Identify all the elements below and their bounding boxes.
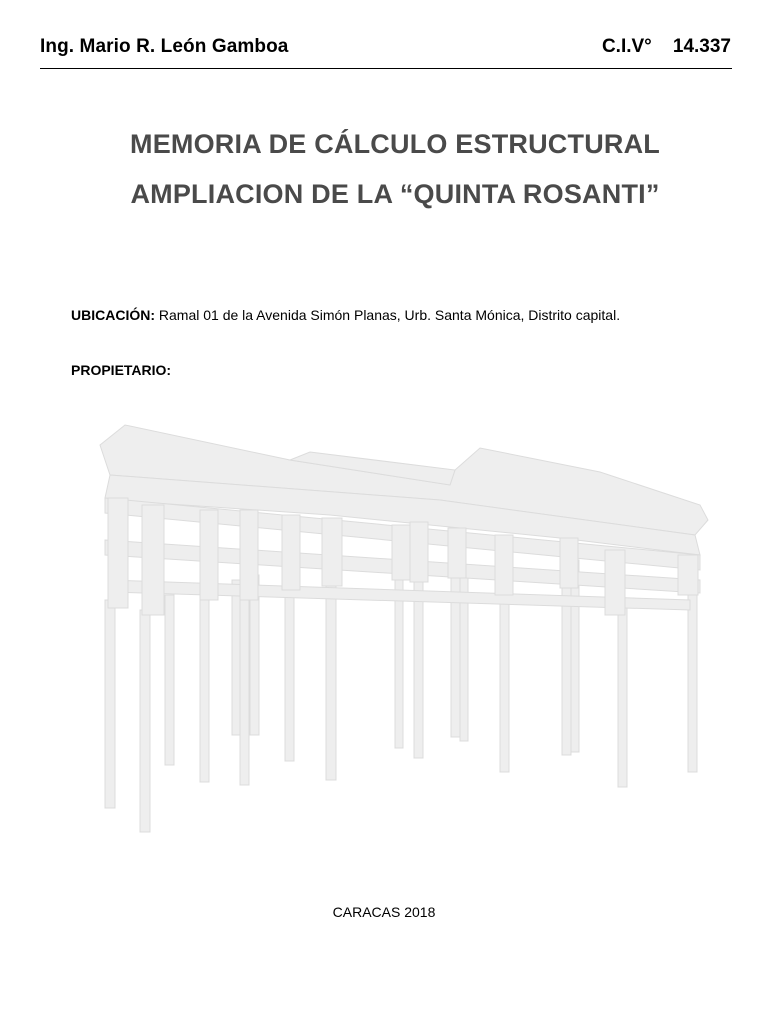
location-label: UBICACIÓN: [71, 307, 155, 323]
structure-3d-illustration [0, 410, 768, 840]
engineer-registration: C.I.V° 14.337 [601, 36, 731, 57]
location-field [71, 307, 620, 323]
owner-label: PROPIETARIO: [71, 362, 172, 378]
engineer-name: Ing. Mario R. León Gamboa [40, 36, 289, 57]
owner-field [71, 362, 171, 378]
header-divider [40, 68, 732, 69]
document-title: MEMORIA DE CÁLCULO ESTRUCTURAL [130, 129, 660, 159]
project-title: AMPLIACION DE LA “QUINTA ROSANTI” [130, 179, 660, 209]
location-value: Ramal 01 de la Avenida Simón Planas, Urb. Santa Mónica, Distrito capital. [158, 307, 621, 323]
place-and-year: CARACAS 2018 [332, 904, 436, 920]
